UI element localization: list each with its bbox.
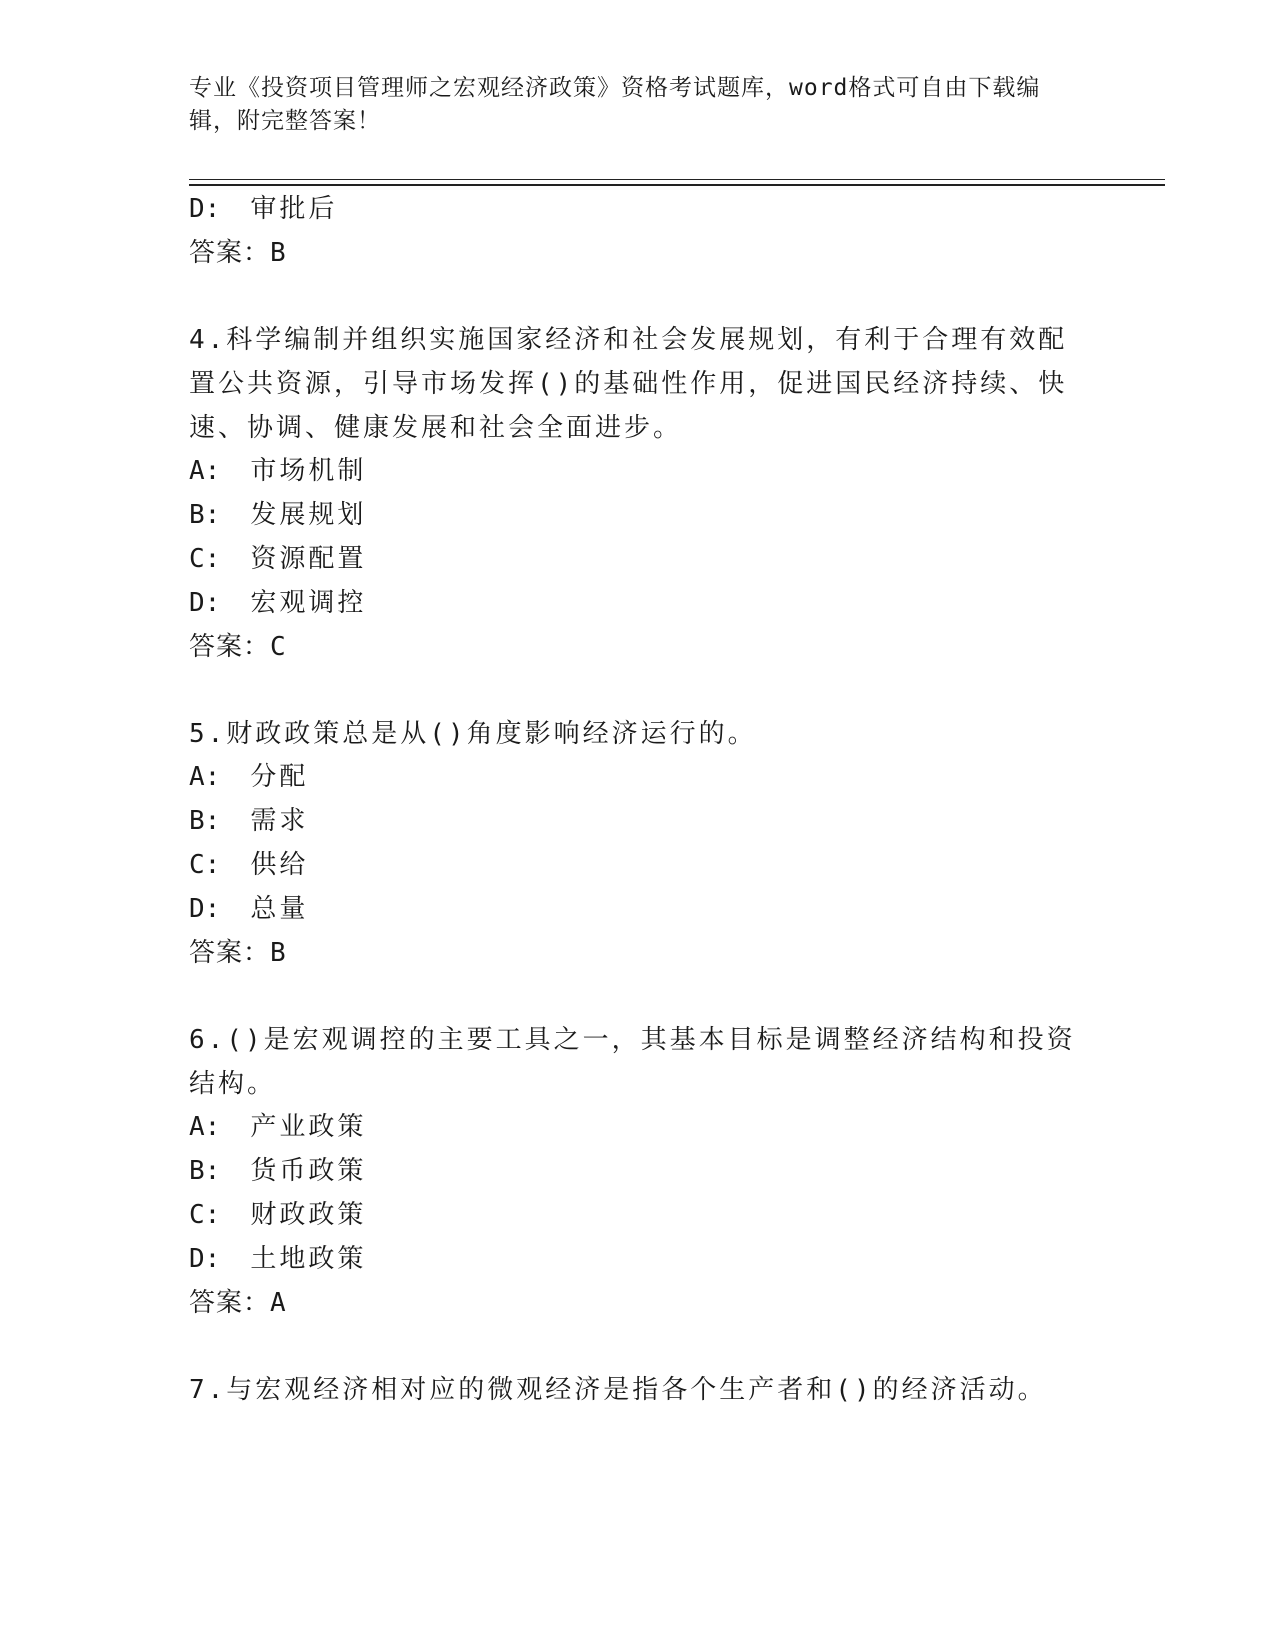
q4-option-d: D: 宏观调控 — [189, 588, 367, 618]
header-line-2: 辑，附完整答案！ — [189, 108, 381, 134]
q4-option-b: B: 发展规划 — [189, 500, 367, 530]
q6-option-a: A: 产业政策 — [189, 1112, 367, 1142]
q6-stem-line-2: 结构。 — [189, 1069, 277, 1099]
q5-option-b: B: 需求 — [189, 806, 309, 836]
q5-option-c: C: 供给 — [189, 850, 309, 880]
q4-option-c: C: 资源配置 — [189, 544, 367, 574]
prev-option-d: D: 审批后 — [189, 194, 338, 224]
q6-stem-line-1: 6.()是宏观调控的主要工具之一，其基本目标是调整经济结构和投资 — [189, 1025, 1076, 1055]
q4-option-a: A: 市场机制 — [189, 456, 367, 486]
header-rule-thin — [189, 179, 1165, 180]
header-rule-thick — [189, 184, 1165, 186]
q6-option-b: B: 货币政策 — [189, 1156, 367, 1186]
prev-answer: 答案：B — [189, 238, 287, 268]
q6-answer: 答案：A — [189, 1288, 287, 1318]
q4-stem-line-1: 4.科学编制并组织实施国家经济和社会发展规划，有利于合理有效配 — [189, 325, 1068, 355]
q6-option-d: D: 土地政策 — [189, 1244, 367, 1274]
q4-stem-line-2: 置公共资源，引导市场发挥()的基础性作用，促进国民经济持续、快 — [189, 369, 1068, 399]
q6-option-c: C: 财政政策 — [189, 1200, 367, 1230]
q5-answer: 答案：B — [189, 938, 287, 968]
q5-option-d: D: 总量 — [189, 894, 309, 924]
q5-stem-line-1: 5.财政政策总是从()角度影响经济运行的。 — [189, 719, 757, 749]
document-header — [189, 72, 1089, 138]
q7-stem-line-1: 7.与宏观经济相对应的微观经济是指各个生产者和()的经济活动。 — [189, 1375, 1047, 1405]
header-line-1: 专业《投资项目管理师之宏观经济政策》资格考试题库，word格式可自由下载编 — [189, 75, 1041, 101]
q4-stem-line-3: 速、协调、健康发展和社会全面进步。 — [189, 413, 683, 443]
q4-answer: 答案：C — [189, 632, 287, 662]
q5-option-a: A: 分配 — [189, 762, 309, 792]
